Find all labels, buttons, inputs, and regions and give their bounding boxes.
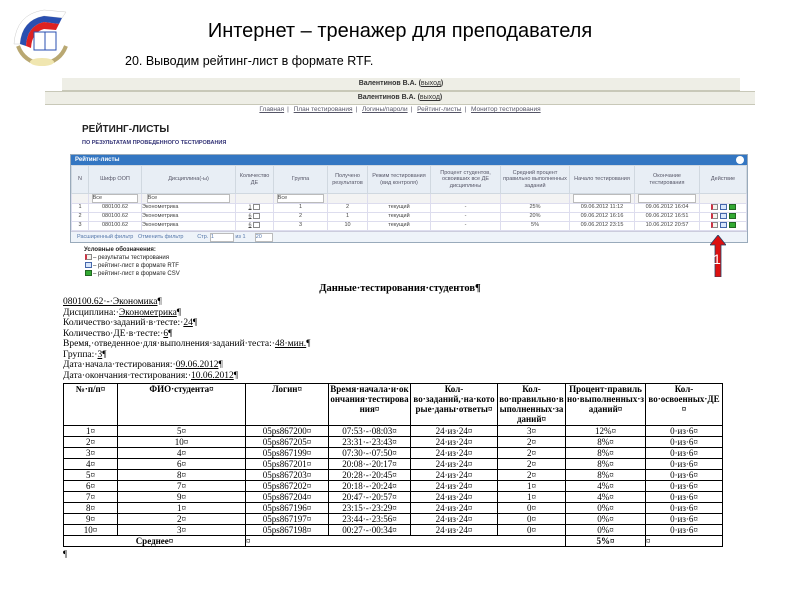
meta-label: Количество·ДЕ·в·тесте:· — [63, 328, 164, 339]
meta-label: Дата·окончания·тестирования:· — [63, 370, 191, 381]
slide-title: Интернет – тренажер для преподавателя — [207, 20, 593, 42]
doc-table-row — [64, 514, 723, 525]
doc-cell: 3¤ — [64, 448, 118, 459]
cell: Эконометрика — [142, 221, 236, 230]
doc-cell: 4%¤ — [566, 492, 646, 503]
doc-cell: 9¤ — [118, 492, 246, 503]
doc-cell: 24·из·24¤ — [411, 448, 498, 459]
doc-cell: 0¤ — [498, 503, 566, 514]
cell: 09.06.2012 16:16 — [570, 212, 635, 221]
logout-link[interactable]: выход — [419, 94, 440, 101]
cell: 09.06.2012 16:04 — [635, 203, 700, 212]
rtf-icon[interactable] — [720, 213, 727, 219]
collapse-icon[interactable] — [736, 156, 744, 164]
doc-cell: 1¤ — [498, 492, 566, 503]
doc-col-answered: Кол-во·заданий,·на·которые·даны·ответы¤ — [411, 384, 498, 426]
doc-cell: 20:08·-·20:17¤ — [329, 459, 411, 470]
cell: Эконометрика — [142, 203, 236, 212]
doc-cell: 20:47·-·20:57¤ — [329, 492, 411, 503]
page-subtitle: ПО РЕЗУЛЬТАТАМ ПРОВЕДЕННОГО ТЕСТИРОВАНИЯ — [82, 140, 227, 146]
doc-table-row — [64, 481, 723, 492]
page-input[interactable]: 1 — [210, 233, 234, 242]
doc-meta: 080100.62·-·Экономика¶ Дисциплина:·Эконометрика¶ Количество·заданий·в·тесте:·24¶ Количество·ДЕ·в·тесте:·6¶ Время,·отведенное·для·выполнения·заданий·теста:·48·мин.¶ Группа:·3¶ Дата·начала·тестирования:·09.06.2012¶ Дата·окончания·тестирования:·10.06.2012¶ — [63, 297, 311, 381]
table-row — [72, 212, 747, 221]
meta-value: 6 — [163, 328, 169, 339]
cell: 080100.62 — [89, 221, 142, 230]
user-name: Валентинов В.А. — [358, 80, 417, 87]
doc-cell: 20:28·-·20:45¤ — [329, 470, 411, 481]
logout-link[interactable]: выход — [420, 80, 441, 87]
doc-cell: 0·из·6¤ — [646, 492, 723, 503]
meta-label: Дисциплина:· — [63, 307, 119, 318]
col-results[interactable]: Получено результатов — [328, 166, 368, 194]
doc-cell: 2¤ — [64, 437, 118, 448]
cell: текущий — [368, 203, 431, 212]
adv-filter-link[interactable]: Расширенный фильтр — [77, 233, 134, 240]
cell: - — [431, 203, 501, 212]
doc-cell: 4%¤ — [566, 481, 646, 492]
cell: 080100.62 — [89, 212, 142, 221]
cell: 2 — [328, 203, 368, 212]
doc-cell: 24·из·24¤ — [411, 437, 498, 448]
doc-cell: 24·из·24¤ — [411, 514, 498, 525]
cell: - — [431, 212, 501, 221]
meta-label: Время,·отведенное·для·выполнения·заданий·теста:· — [63, 339, 275, 349]
cell: 09.06.2012 16:51 — [635, 212, 700, 221]
arrow-label: 1 — [713, 251, 721, 267]
meta-label: Группа:· — [63, 349, 98, 360]
doc-cell: 05ps867201¤ — [246, 459, 329, 470]
cell: 20% — [501, 212, 570, 221]
legend-item: – рейтинг-лист в формате RTF — [93, 262, 179, 269]
cell: 3 — [72, 221, 89, 230]
cell: - — [431, 221, 501, 230]
doc-cell: 05ps867199¤ — [246, 448, 329, 459]
doc-cell: 0·из·6¤ — [646, 448, 723, 459]
doc-cell: 3¤ — [498, 426, 566, 437]
doc-cell: 8%¤ — [566, 459, 646, 470]
doc-cell: 7¤ — [118, 481, 246, 492]
student-results-table — [63, 383, 723, 547]
col-end[interactable]: Окончание тестирования — [635, 166, 700, 194]
doc-cell: 05ps867197¤ — [246, 514, 329, 525]
doc-col-name: ФИО·студента¤ — [118, 384, 246, 426]
doc-header-row — [64, 384, 723, 426]
results-icon[interactable] — [711, 222, 718, 228]
de-count-link[interactable]: 6 — [248, 222, 252, 229]
doc-col-login: Логин¤ — [246, 384, 329, 426]
doc-cell: 7¤ — [64, 492, 118, 503]
doc-cell: 24·из·24¤ — [411, 426, 498, 437]
doc-cell: 9¤ — [64, 514, 118, 525]
doc-cell: 23:31·-·23:43¤ — [329, 437, 411, 448]
doc-cell: 0·из·6¤ — [646, 481, 723, 492]
doc-cell: 0·из·6¤ — [646, 525, 723, 536]
doc-cell: 1¤ — [64, 426, 118, 437]
doc-cell: 05ps867200¤ — [246, 426, 329, 437]
reset-filter-link[interactable]: Отменить фильтр — [137, 233, 184, 240]
table-row — [72, 221, 747, 230]
actions — [700, 203, 747, 212]
red-arrow-pointer — [710, 235, 726, 277]
doc-cell: 0%¤ — [566, 525, 646, 536]
group-filter-select[interactable]: Все — [277, 194, 325, 203]
details-icon[interactable] — [253, 204, 260, 210]
col-group[interactable]: Группа — [274, 166, 328, 194]
col-discipline[interactable]: Дисциплина(-ы) — [142, 166, 236, 194]
table-row — [72, 203, 747, 212]
doc-cell: 8¤ — [118, 470, 246, 481]
nav-rating-lists[interactable]: Рейтинг-листы — [417, 106, 462, 113]
results-icon — [85, 254, 92, 260]
legend-item: – результаты тестирования — [93, 254, 170, 261]
doc-cell: 23:44·-·23:56¤ — [329, 514, 411, 525]
doc-cell: 00:27·-·00:34¤ — [329, 525, 411, 536]
doc-cell: 8¤ — [64, 503, 118, 514]
doc-average-row — [64, 536, 723, 547]
legend-title: Условные обозначения: — [84, 246, 156, 253]
doc-col-percent: Процент·правильно·выполненных·заданий¤ — [566, 384, 646, 426]
doc-col-correct: Кол-во·правильно·выполненных·заданий¤ — [499, 384, 564, 424]
doc-table-section — [63, 383, 722, 559]
cell: текущий — [368, 212, 431, 221]
page-size-select[interactable]: 20 — [255, 233, 273, 242]
doc-cell: 2¤ — [118, 514, 246, 525]
doc-table-row — [64, 426, 723, 437]
doc-col-de: Кол-во·освоенных·ДЕ¤ — [646, 384, 723, 426]
rating-grid-section — [70, 154, 748, 278]
meta-label: Количество·заданий·в·тесте:· — [63, 318, 184, 328]
doc-cell: 5¤ — [118, 426, 246, 437]
doc-table-row — [64, 448, 723, 459]
doc-cell: 24·из·24¤ — [411, 503, 498, 514]
cell: 080100.62 — [89, 203, 142, 212]
doc-cell: 2¤ — [498, 437, 566, 448]
main-nav: Главная | План тестирования | Логины/пароли | Рейтинг-листы | Монитор тестирования — [259, 106, 541, 113]
grid-header — [71, 155, 747, 165]
actions — [700, 212, 747, 221]
cell: 25% — [501, 203, 570, 212]
doc-cell: 07:30·-·07:50¤ — [329, 448, 411, 459]
doc-table-row — [64, 437, 723, 448]
doc-table-row — [64, 525, 723, 536]
page-count: из 1 — [235, 233, 246, 240]
col-oop[interactable]: Шифр ООП — [89, 166, 142, 194]
cell: 10.06.2012 20:57 — [635, 221, 700, 230]
doc-cell: 3¤ — [118, 525, 246, 536]
doc-cell: 2¤ — [498, 448, 566, 459]
nav-logins[interactable]: Логины/пароли — [362, 106, 408, 113]
de-count-link[interactable]: 1 — [248, 204, 252, 211]
doc-cell: 20:18·-·20:24¤ — [329, 481, 411, 492]
doc-col-time: Время·начала·и·окончания·тестирования¤ — [329, 384, 411, 426]
cell — [236, 212, 274, 221]
filter-row — [72, 194, 747, 204]
start-filter-input[interactable] — [573, 194, 631, 203]
grid-column-headers — [72, 166, 747, 194]
doc-cell: 6¤ — [118, 459, 246, 470]
meta-value: 09.06.2012 — [175, 360, 219, 370]
cell: 09.06.2012 11:12 — [570, 203, 635, 212]
doc-cell: 1¤ — [118, 503, 246, 514]
meta-value: 3 — [97, 349, 103, 360]
col-avg-percent[interactable]: Средний процент правильно выполненных заданий — [501, 166, 570, 194]
doc-cell: 5¤ — [64, 470, 118, 481]
doc-cell: 05ps867205¤ — [246, 437, 329, 448]
results-icon[interactable] — [711, 204, 718, 210]
rtf-icon — [85, 262, 92, 268]
doc-cell: 05ps867204¤ — [246, 492, 329, 503]
user-name: Валентинов В.А. — [357, 94, 416, 101]
doc-cell: 8%¤ — [566, 437, 646, 448]
doc-cell: 24·из·24¤ — [411, 492, 498, 503]
cell: 3 — [274, 221, 328, 230]
doc-cell: 0·из·6¤ — [646, 426, 723, 437]
nav-home[interactable]: Главная — [259, 106, 285, 113]
doc-cell: 0·из·6¤ — [646, 470, 723, 481]
cell: 10 — [328, 221, 368, 230]
doc-cell: 0·из·6¤ — [646, 437, 723, 448]
doc-cell: 05ps867203¤ — [246, 470, 329, 481]
grid-title: Рейтинг-листы — [75, 157, 120, 163]
doc-cell: 0%¤ — [566, 503, 646, 514]
doc-cell: 10¤ — [118, 437, 246, 448]
doc-cell: 24·из·24¤ — [411, 470, 498, 481]
rtf-icon[interactable] — [720, 204, 727, 210]
cell — [236, 221, 274, 230]
csv-icon — [85, 270, 92, 276]
slide-subtitle: 20. Выводим рейтинг-лист в формате RTF. — [125, 54, 374, 68]
avg-empty: ¤ — [646, 536, 723, 547]
cell — [236, 203, 274, 212]
avg-label: Среднее¤ — [64, 536, 246, 547]
doc-cell: 24·из·24¤ — [411, 459, 498, 470]
discipline-filter-select[interactable]: Все — [147, 194, 231, 203]
doc-cell: 0·из·6¤ — [646, 459, 723, 470]
cell: Эконометрика — [142, 212, 236, 221]
doc-col-num: №·п/п¤ — [64, 384, 118, 426]
details-icon[interactable] — [253, 222, 260, 228]
doc-table-row — [64, 470, 723, 481]
doc-cell: 10¤ — [64, 525, 118, 536]
legend — [84, 246, 748, 278]
doc-table-row — [64, 492, 723, 503]
doc-cell: 05ps867196¤ — [246, 503, 329, 514]
cell: 1 — [274, 203, 328, 212]
end-mark: ¶ — [63, 549, 68, 559]
cell: 5% — [501, 221, 570, 230]
oop-value: 080100.62·-·Экономика — [63, 297, 158, 307]
legend-item: – рейтинг-лист в формате CSV — [93, 270, 180, 277]
doc-cell: 05ps867198¤ — [246, 525, 329, 536]
doc-table-row — [64, 459, 723, 470]
col-start[interactable]: Начало тестирования — [570, 166, 635, 194]
nav-test-plan[interactable]: План тестирования — [293, 106, 353, 113]
page-title: РЕЙТИНГ-ЛИСТЫ — [82, 124, 170, 135]
cell: 1 — [72, 203, 89, 212]
csv-icon[interactable] — [729, 213, 736, 219]
doc-cell: 07:53·-·08:03¤ — [329, 426, 411, 437]
cell: текущий — [368, 221, 431, 230]
col-mode[interactable]: Режим тестирования (вид контроля) — [368, 166, 431, 194]
avg-value: 5%¤ — [566, 536, 646, 547]
cell: 2 — [274, 212, 328, 221]
doc-cell: 0·из·6¤ — [646, 503, 723, 514]
end-filter-input[interactable] — [638, 194, 696, 203]
rating-grid — [70, 154, 748, 243]
csv-icon[interactable] — [729, 204, 736, 210]
actions — [700, 221, 747, 230]
doc-cell: 6¤ — [64, 481, 118, 492]
doc-table-row — [64, 503, 723, 514]
col-action: Действие — [700, 166, 747, 194]
doc-cell: 8%¤ — [566, 470, 646, 481]
col-percent-students[interactable]: Процент студентов, освоивших все ДЕ дисциплины — [431, 166, 501, 194]
doc-cell: 2¤ — [498, 470, 566, 481]
cell: 09.06.2012 23:15 — [570, 221, 635, 230]
results-icon[interactable] — [711, 213, 718, 219]
meta-label: Дата·начала·тестирования:· — [63, 360, 176, 370]
doc-title: Данные·тестирования·студентов¶ — [319, 283, 481, 294]
doc-cell: 05ps867202¤ — [246, 481, 329, 492]
meta-value: 24 — [183, 318, 193, 328]
doc-cell: 2¤ — [498, 459, 566, 470]
user-bar-back: Валентинов В.А. (выход) — [62, 78, 740, 91]
doc-cell: 4¤ — [118, 448, 246, 459]
de-count-link[interactable]: 6 — [248, 213, 252, 220]
doc-cell: 24·из·24¤ — [411, 481, 498, 492]
col-n[interactable]: N — [72, 166, 89, 194]
grid-pager — [71, 231, 747, 242]
user-bar: Валентинов В.А. (выход) — [45, 91, 755, 105]
cell: 2 — [72, 212, 89, 221]
meta-value: 10.06.2012 — [191, 370, 234, 381]
doc-cell: 12%¤ — [566, 426, 646, 437]
doc-cell: 0·из·6¤ — [646, 514, 723, 525]
col-de-count[interactable]: Количество ДЕ — [236, 166, 274, 194]
nav-monitor[interactable]: Монитор тестирования — [471, 106, 541, 113]
avg-empty: ¤ — [246, 536, 566, 547]
doc-cell: 0¤ — [498, 525, 566, 536]
doc-cell: 8%¤ — [566, 448, 646, 459]
doc-cell: 0%¤ — [566, 514, 646, 525]
meta-value: Эконометрика — [118, 307, 177, 318]
doc-cell: 4¤ — [64, 459, 118, 470]
doc-cell: 0¤ — [498, 514, 566, 525]
meta-value: 48·мин. — [274, 339, 307, 349]
doc-cell: 1¤ — [498, 481, 566, 492]
rtf-icon[interactable] — [720, 222, 727, 228]
details-icon[interactable] — [253, 213, 260, 219]
doc-cell: 23:15·-·23:29¤ — [329, 503, 411, 514]
page-label: Стр. — [197, 233, 209, 240]
oop-filter-select[interactable]: Все — [92, 194, 139, 203]
cell: 1 — [328, 212, 368, 221]
doc-cell: 24·из·24¤ — [411, 525, 498, 536]
csv-icon[interactable] — [729, 222, 736, 228]
